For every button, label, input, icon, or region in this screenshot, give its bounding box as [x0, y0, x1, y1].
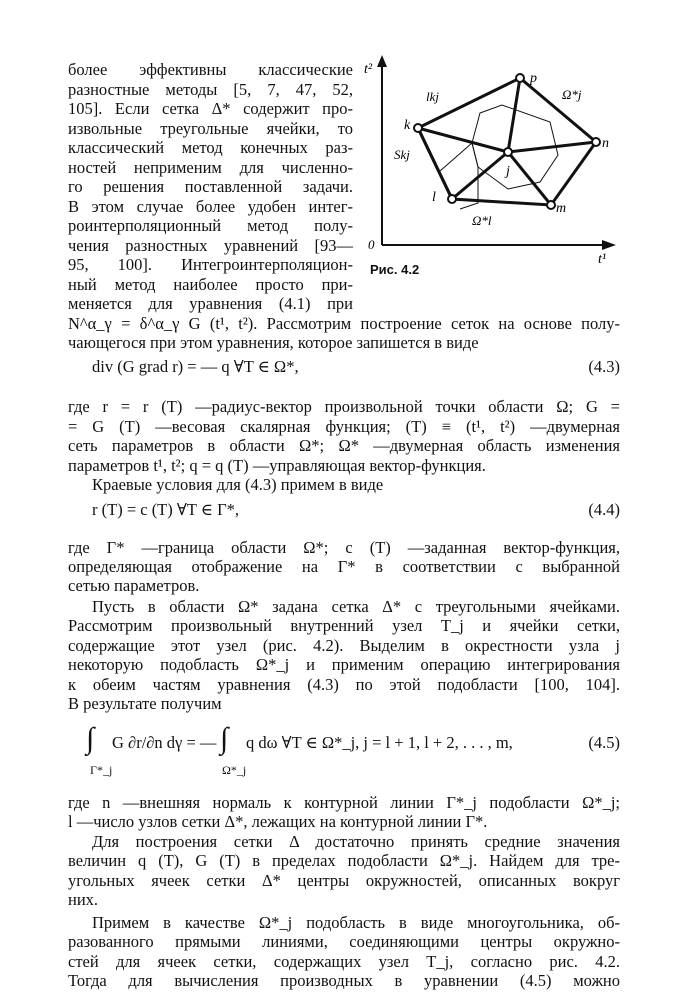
- equation-4-5-sub2: Ω*_j: [222, 763, 247, 777]
- label-m: m: [556, 201, 567, 216]
- text-line: Тогда для вычисления производных в уравнении (4.5) можно: [68, 971, 620, 990]
- text-line: Рассмотрим произвольный внутренний узел T_j и ячейки сетки,: [68, 616, 620, 635]
- text-line: 105]. Если сетка Δ* содержит про-: [68, 99, 353, 118]
- text-line: Пусть в области Ω* задана сетка Δ* с треугольными ячейками.: [92, 597, 620, 616]
- equation-4-5-rhs: q dω ∀T ∈ Ω*_j, j = l + 1, l + 2, . . . , m,: [246, 733, 513, 752]
- figure-4-2: [360, 55, 622, 267]
- text-line: где r = r (T) —радиус-вектор произвольной точки области Ω; G =: [68, 397, 620, 416]
- equation-4-3: div (G grad r) = — q ∀T ∈ Ω*,: [92, 357, 299, 376]
- integral-sign: ∫: [86, 722, 95, 755]
- axis-t2-arrow: [377, 55, 387, 67]
- text-line: разованного прямыми линиями, соединяющими центры окружно-: [68, 932, 620, 951]
- text-line: чающегося при этом уравнения, которое запишется в виде: [68, 333, 479, 352]
- text-line: меняется для уравнения (4.1) при: [68, 294, 353, 313]
- text-line: l —число узлов сетки Δ*, лежащих на контурной линии Γ*.: [68, 812, 488, 831]
- label-omega-l: Ω*l: [472, 213, 492, 228]
- text-line: N^α_γ = δ^α_γ G (t¹, t²). Рассмотрим построение сеток на основе полу-: [68, 314, 620, 333]
- axis-t1-arrow: [602, 240, 616, 250]
- label-origin: 0: [368, 237, 375, 252]
- text-line: стей для ячеек сетки, содержащих узел T_j, согласно рис. 4.2.: [68, 952, 620, 971]
- text-line: сеть параметров в области Ω*; Ω* —двумерная область изменения: [68, 436, 620, 455]
- equation-number-4-4: (4.4): [588, 500, 620, 519]
- text-line: некоторую подобласть Ω*_j и применим операцию интегрирования: [68, 655, 620, 674]
- label-k: k: [404, 118, 411, 133]
- equation-number-4-5: (4.5): [588, 733, 620, 752]
- label-skj: Skj: [394, 147, 410, 162]
- label-p: p: [530, 71, 537, 86]
- text-line: к обеим частям уравнения (4.3) по этой подобласти [100, 104].: [68, 675, 620, 694]
- text-line: них.: [68, 890, 99, 909]
- text-line: извольные треугольные ячейки, то: [68, 119, 353, 138]
- text-line: угольных ячеек сетки Δ* центры окружностей, описанных вокруг: [68, 871, 620, 890]
- text-line: сетью параметров.: [68, 576, 200, 595]
- text-line: роинтерполяционный метод полу-: [68, 216, 353, 235]
- text-line: величин q (T), G (T) в пределах подобласти Ω*_j. Найдем для тре-: [68, 851, 620, 870]
- text-line: определяющая отображение на Γ* в соответствии с выбранной: [68, 557, 620, 576]
- text-line: 95, 100]. Интегроинтерполяцион-: [68, 255, 353, 274]
- text-line: чения разностных уравнений [93—: [68, 236, 353, 255]
- text-line: ный метод наиболее просто при-: [68, 275, 353, 294]
- text-line: разностные методы [5, 7, 47, 52,: [68, 80, 353, 99]
- text-line: где n —внешняя нормаль к контурной линии Γ*_j подобласти Ω*_j;: [68, 793, 620, 812]
- label-t1: t¹: [598, 252, 607, 267]
- text-line: В этом случае более удобен интег-: [68, 197, 353, 216]
- text-line: содержащие этот узел (рис. 4.2). Выделим в окрестности узла j: [68, 636, 620, 655]
- text-line: В результате получим: [68, 694, 222, 713]
- label-omega-j: Ω*j: [562, 87, 582, 102]
- equation-4-5-sub1: Γ*_j: [90, 763, 113, 777]
- label-t2: t²: [364, 62, 373, 77]
- equation-4-5-lhs: G ∂r/∂n dγ = —: [112, 733, 217, 752]
- text-line: параметров t¹, t²; q = q (T) —управляющая вектор-функция.: [68, 456, 486, 475]
- figure-caption: Рис. 4.2: [370, 262, 420, 277]
- text-line: го решения поставленной задачи.: [68, 177, 353, 196]
- text-line: Для построения сетки Δ достаточно принять средние значения: [92, 832, 620, 851]
- text-line: классический метод конечных раз-: [68, 138, 353, 157]
- integral-sign: ∫: [220, 722, 229, 755]
- text-line: где Γ* —граница области Ω*; c (T) —заданная вектор-функция,: [68, 538, 620, 557]
- text-line: Краевые условия для (4.3) примем в виде: [92, 475, 384, 494]
- equation-4-4: r (T) = c (T) ∀T ∈ Γ*,: [92, 500, 240, 519]
- equation-number-4-3: (4.3): [588, 357, 620, 376]
- label-n: n: [602, 136, 609, 151]
- text-line: Примем в качестве Ω*_j подобласть в виде многоугольника, об-: [92, 913, 620, 932]
- label-l: l: [432, 190, 436, 205]
- label-lkj: lkj: [426, 89, 439, 104]
- label-j: j: [506, 164, 510, 179]
- text-line: = G (T) —весовая скалярная функция; (T) ≡ (t¹, t²) —двумерная: [68, 417, 620, 436]
- text-line: более эффективны классические: [68, 60, 353, 79]
- text-line: ностей неприменим для численно-: [68, 158, 353, 177]
